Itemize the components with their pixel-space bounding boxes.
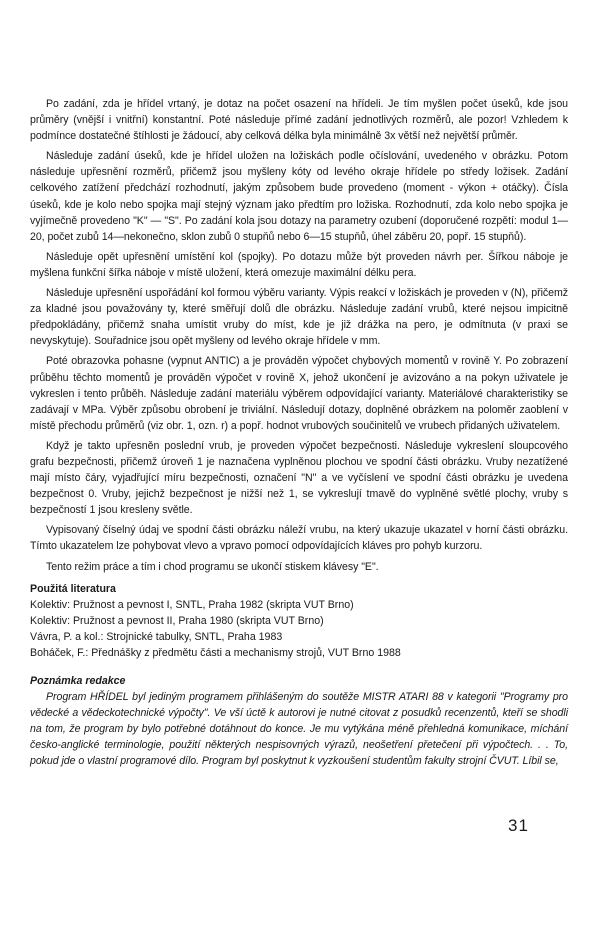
paragraph: Vypisovaný číselný údaj ve spodní části obrázku náleží vrubu, na který ukazuje ukazatel v horní části obrázku. Tímto ukazatelem lze pohybovat vlevo a vpravo pomocí odpovídajících kláves pro pohyb kurzoru.: [30, 524, 568, 553]
paragraph: Následuje opět upřesnění umístění kol (spojky). Po dotazu může být proveden návrh per. Šířkou náboje je myšlena funkční šířka náboje v místě uložení, která omezuje maximální délku pera.: [30, 250, 568, 279]
paragraph: Následuje zadání úseků, kde je hřídel uložen na ložiskách podle očíslování, uvedeného v obrázku. Potom následuje upřesnění rozměrů, přičemž jsou myšleny kóty od levého okraje hřídele po středy ložisek. Zadání celkového zatížení předchází rozhodnutí, jakým způsobem bude provedeno (moment - výkon + otáčky). Čísla úseků, kde je kolo nebo spojka mají stejný význam jako předtím pro ložiska. Rozhodnutí, zda kolo nebo spojka je vyjímečně provedeno "K" — "S". Po zadání kola jsou dotazy na parametry ozubení (doporučené rozpětí: modul 1—20, počet zubů 14—nekonečno, sklon zubů 0 stupňů nebo 6—15 stupňů, úhel záběru 20, popř. 15 stupňů).: [30, 150, 568, 243]
paragraph: Poté obrazovka pohasne (vypnut ANTIC) a je prováděn výpočet chybových momentů v rovině Y. Po zobrazení průběhu těchto momentů je prováděn výpočet v rovině X, jehož ukončení je avizováno a na pokyn uživatele je vykreslen i tento průběh. Následuje zadání materiálu výběrem odpovídající varianty. Materiálové charakteristiky se zadávají v MPa. Výběr způsobu obrobení je triviální. Následují dotazy, doplněné obrázkem na poloměr zaoblení v místě přechodu průměrů (viz obr. 1, ozn. r) a popř. hodnot vrubových součinitelů ve vrubech přidaných uživatelem.: [30, 355, 568, 432]
paragraph: Po zadání, zda je hřídel vrtaný, je dotaz na počet osazení na hřídeli. Je tím myšlen počet úseků, kde jsou průměry (vnější i vnitřní) konstantní. Poté následuje přímé zadání jednotlivých rozměrů, ale pozor! Vzhledem k podmínce dostatečné štíhlosti je žádoucí, aby celková délka byla minimálně 3x větší než největší průměr.: [30, 98, 568, 143]
literature-item: Kolektiv: Pružnost a pevnost I, SNTL, Praha 1982 (skripta VUT Brno): [30, 598, 354, 611]
note-heading: Poznámka redakce: [30, 675, 126, 687]
literature-heading: Použitá literatura: [30, 582, 116, 595]
note-text: Program HŘÍDEL byl jediným programem přihlášeným do soutěže MISTR ATARI 88 v kategorii "Programy pro vědecké a vědeckotechnické výpočty". Ve vší úctě k autorovi je nutné citovat z posudků recenzentů, kteří se shodli na tom, že program by bylo potřebné dotáhnout do konce. Je mu vytýkána méně přehledná komunikace, míchání česko-anglické terminologie, použití některých nespisovných výrazů, neošetření přetečení při výpočtech. . . To, pokud jde o vlastní programové dílo. Program byl poskytnut k vyzkoušení studentům fakulty strojní ČVUT. Líbil se,: [30, 691, 568, 768]
paragraph: Když je takto upřesněn poslední vrub, je proveden výpočet bezpečnosti. Následuje vykreslení sloupcového grafu bezpečnosti, přičemž úroveň 1 je naznačena vyplněnou plochou ve spodní části obrázku. Vruby nezatížené mají místo čáry, vyjadřující míru bezpečnosti, označení "N" a ve vyčíslení ve spodní části obrázku je uvedena bezpečnost 0. Vruby, jejichž bezpečnost je nižší než 1, se vykreslují tmavě do vyplněné světlé plochy, vruby s bezpečností 1 jsou kresleny světle.: [30, 439, 568, 517]
literature-item: Vávra, P. a kol.: Strojnické tabulky, SNTL, Praha 1983: [30, 630, 283, 643]
literature-item: Kolektiv: Pružnost a pevnost II, Praha 1980 (skripta VUT Brno): [30, 614, 324, 627]
paragraph: Následuje upřesnění uspořádání kol formou výběru varianty. Výpis reakcí v ložiskách je proveden v (N), přičemž za kladné jsou považovány ty, které směřují dolů dle obrázku. Následuje zadání vrubů, které nejsou impicitně předpokládány, přičemž snaha umístit vruby do míst, kde je již drážka na pero, je odmítnuta (v praxi se nevyskytuje). Souřadnice jsou opět myšleny od levého okraje hřídele v mm.: [30, 287, 568, 348]
editorial-note: [30, 673, 568, 769]
document-page: [30, 96, 568, 769]
literature-item: Boháček, F.: Přednášky z předmětu části a mechanismy strojů, VUT Brno 1988: [30, 646, 401, 659]
literature-section: [30, 581, 568, 661]
page-number: 31: [508, 816, 529, 835]
paragraph: Tento režim práce a tím i chod programu se ukončí stiskem klávesy "E".: [46, 560, 379, 573]
